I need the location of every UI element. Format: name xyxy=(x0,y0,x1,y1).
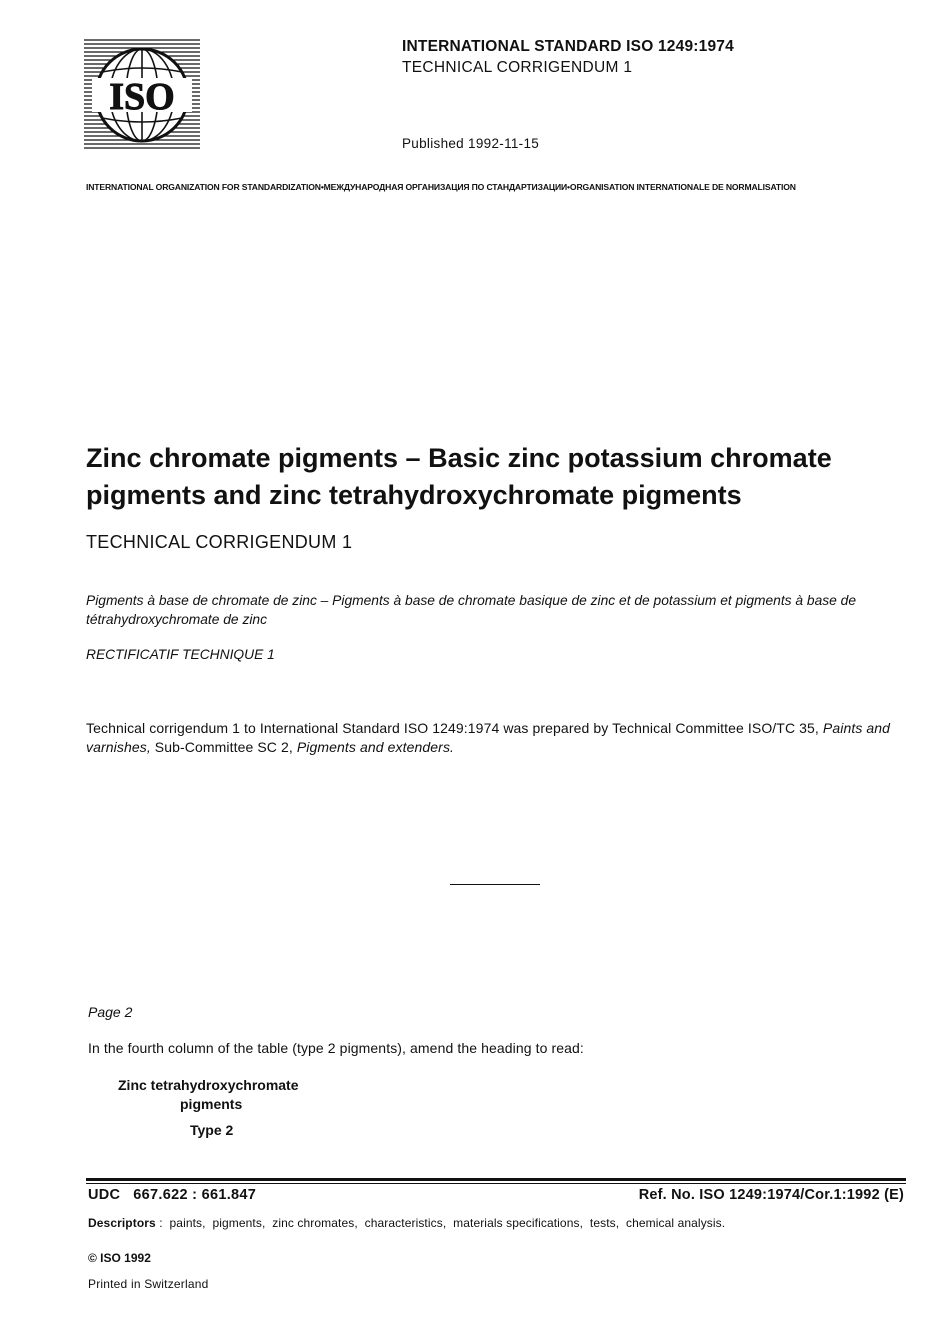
reference-number: Ref. No. ISO 1249:1974/Cor.1:1992 (E) xyxy=(638,1187,904,1203)
title-line-1: Zinc chromate pigments – Basic zinc potassium chromate xyxy=(86,443,832,473)
preparation-text-2: Sub-Committee SC 2, xyxy=(150,739,297,755)
udc-number: UDC 667.622 : 661.847 xyxy=(88,1187,257,1203)
descriptors-text: : paints, pigments, zinc chromates, characteristics, materials specifications, tests, chemical analysis. xyxy=(155,1216,726,1230)
amended-heading-line-1: Zinc tetrahydroxychromate xyxy=(118,1077,299,1093)
french-title: Pigments à base de chromate de zinc – Pigments à base de chromate basique de zinc et de potassium et pigments à base de tétrahydroxychromate de zinc xyxy=(86,593,857,627)
preparation-text: Technical corrigendum 1 to International Standard ISO 1249:1974 was prepared by Technical Committee ISO/TC 35, xyxy=(86,720,823,736)
descriptors xyxy=(88,1216,725,1230)
publication-date: Published 1992-11-15 xyxy=(402,136,540,151)
standard-title: INTERNATIONAL STANDARD ISO 1249:1974 xyxy=(402,38,734,55)
logo-text: ISO xyxy=(109,76,175,118)
document-title xyxy=(86,440,916,514)
amendment-instruction: In the fourth column of the table (type 2 pigments), amend the heading to read: xyxy=(88,1040,584,1056)
amended-heading-line-3: Type 2 xyxy=(190,1122,234,1138)
printed-in: Printed in Switzerland xyxy=(88,1277,209,1291)
section-divider xyxy=(450,884,540,885)
document-subtitle: TECHNICAL CORRIGENDUM 1 xyxy=(86,532,353,552)
organization-line: INTERNATIONAL ORGANIZATION FOR STANDARDIZATION•МЕЖДУНАРОДНАЯ ОРГАНИЗАЦИЯ ПО СТАНДАРТИЗАЦИИ•ORGANISATION INTERNATIONALE DE NORMALISATION xyxy=(86,182,796,192)
corrigendum-label: TECHNICAL CORRIGENDUM 1 xyxy=(402,59,633,76)
footer-rule-thin xyxy=(86,1183,906,1184)
committee-name: Paints and varnishes, xyxy=(86,720,891,755)
title-line-2: pigments and zinc tetrahydroxychromate pigments xyxy=(86,480,742,510)
preparation-note xyxy=(86,719,906,757)
subcommittee-name: Pigments and extenders. xyxy=(296,739,455,755)
page-reference: Page 2 xyxy=(88,1004,133,1020)
descriptors-label: Descriptors xyxy=(88,1216,156,1230)
amended-heading-line-2: pigments xyxy=(180,1096,243,1112)
copyright: © ISO 1992 xyxy=(88,1251,151,1265)
iso-logo xyxy=(84,38,200,152)
french-corrigendum-label: RECTIFICATIF TECHNIQUE 1 xyxy=(86,647,275,662)
footer-rule xyxy=(86,1178,906,1181)
